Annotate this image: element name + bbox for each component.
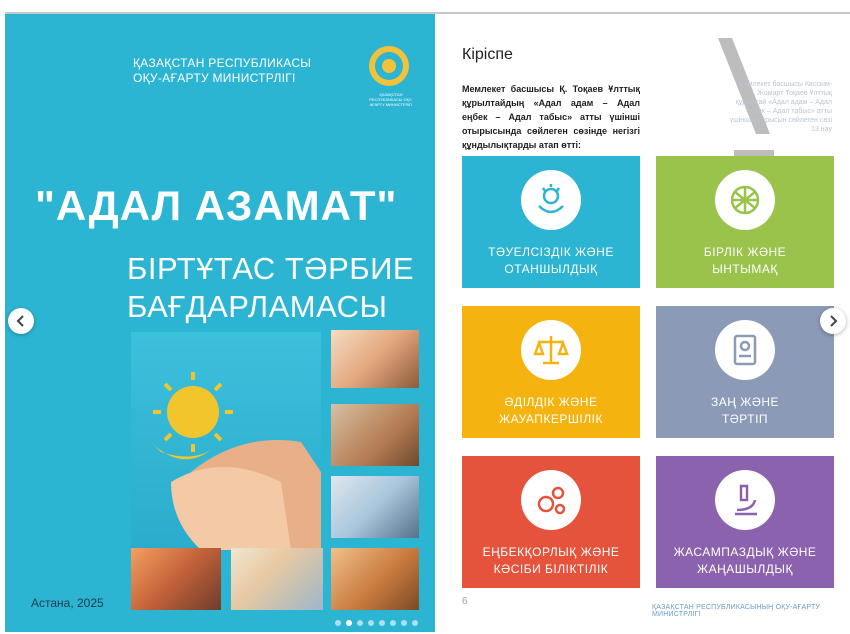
card-label bbox=[704, 244, 786, 278]
intro-text: Мемлекет басшысы Қ. Тоқаев Ұлттық құрылтайдың «Адал адам – Адал еңбек – Адал табыс» атты үшінші отырысында сөйлеген сөзінде негізгі құндылықтарды атап өтті: bbox=[462, 84, 640, 150]
card-line-2: ТӘРТІП bbox=[721, 412, 769, 426]
card-line-2: ЫНТЫМАҚ bbox=[712, 262, 778, 276]
card-line-2: КӘСІБИ БІЛІКТІЛІК bbox=[493, 562, 609, 576]
card-line-1: ТӘУЕЛСІЗДІК ЖӘНЕ bbox=[488, 245, 614, 259]
subtitle-line-2: БАҒДАРЛАМАСЫ bbox=[127, 289, 388, 324]
chevron-right-icon bbox=[826, 314, 840, 328]
carousel-next-button[interactable] bbox=[820, 308, 846, 334]
card-line-1: ЖАСАМПАЗДЫҚ ЖӘНЕ bbox=[673, 545, 817, 559]
ministry-line-2: ОҚУ-АҒАРТУ МИНИСТРЛІГІ bbox=[133, 71, 296, 85]
carousel-prev-button[interactable] bbox=[8, 308, 34, 334]
value-card-justice[interactable] bbox=[462, 306, 640, 438]
intro-heading: Кіріспе bbox=[462, 46, 513, 63]
cover-page bbox=[5, 14, 435, 632]
carousel-dot[interactable] bbox=[335, 620, 341, 626]
microscope-icon bbox=[715, 470, 775, 530]
photo-student-microscope bbox=[331, 476, 419, 538]
carousel-dot[interactable] bbox=[390, 620, 396, 626]
card-line-1: ЗАҢ ЖӘНЕ bbox=[710, 395, 780, 409]
hero-image-hands-flag bbox=[131, 332, 321, 550]
card-line-2: ЖАУАПКЕРШІЛІК bbox=[499, 412, 603, 426]
carousel-dot[interactable] bbox=[346, 620, 352, 626]
footer-text: ҚАЗАҚСТАН РЕСПУБЛИКАСЫНЫҢ ОҚУ-АҒАРТУ МИНИСТРЛІГІ bbox=[652, 604, 821, 618]
photo-justice-scales bbox=[331, 404, 419, 466]
ministry-line-1: ҚАЗАҚСТАН РЕСПУБЛИКАСЫ bbox=[133, 56, 312, 70]
card-line-2: ЖАҢАШЫЛДЫҚ bbox=[696, 562, 793, 576]
globe-pattern-icon bbox=[715, 170, 775, 230]
faded-text: Мемлекет басшысы Кассым-Жомарт Тоқаев Ұлттық құрылтай «Адал адам – Адал еңбек – Адал табыс» атты үшінші отырысын сөйлеген сөзі 13 нау bbox=[729, 81, 832, 133]
cover-title: "АДАЛ АЗАМАТ" bbox=[35, 182, 398, 229]
carousel-dot[interactable] bbox=[401, 620, 407, 626]
card-line-2: ОТАНШЫЛДЫҚ bbox=[504, 262, 598, 276]
photo-traditional-family bbox=[331, 548, 419, 610]
card-label bbox=[499, 394, 603, 428]
value-card-creativity[interactable] bbox=[656, 456, 834, 588]
value-card-unity[interactable] bbox=[656, 156, 834, 288]
card-label bbox=[488, 244, 614, 278]
place-year: Астана, 2025 bbox=[31, 596, 104, 610]
card-line-1: БІРЛІК ЖӘНЕ bbox=[703, 245, 787, 259]
chevron-left-icon bbox=[14, 314, 28, 328]
law-book-icon bbox=[715, 320, 775, 380]
state-emblem-icon bbox=[367, 44, 411, 88]
ministry-name bbox=[133, 56, 311, 86]
carousel-dot[interactable] bbox=[412, 620, 418, 626]
carousel-dots bbox=[335, 620, 418, 626]
card-label bbox=[711, 394, 779, 428]
sun-hands-icon bbox=[521, 170, 581, 230]
cover-subtitle bbox=[127, 250, 414, 326]
value-card-diligence[interactable] bbox=[462, 456, 640, 588]
value-card-law[interactable] bbox=[656, 306, 834, 438]
card-line-1: ӘДІЛДІК ЖӘНЕ bbox=[504, 395, 598, 409]
card-line-1: ЕҢБЕКҚОРЛЫҚ ЖӘНЕ bbox=[482, 545, 620, 559]
card-label bbox=[674, 544, 817, 578]
emblem-caption: ҚАЗАҚСТАН РЕСПУБЛИКАСЫ ОҚУ-АҒАРТУ МИНИСТРЛІГІ bbox=[369, 92, 413, 107]
photo-schoolchildren bbox=[231, 548, 323, 610]
scales-icon bbox=[521, 320, 581, 380]
gears-icon bbox=[521, 470, 581, 530]
hands-with-sun-illustration bbox=[131, 332, 321, 550]
carousel-dot[interactable] bbox=[379, 620, 385, 626]
intro-page bbox=[438, 14, 850, 632]
subtitle-line-1: БІРТҰТАС ТӘРБИЕ bbox=[127, 251, 415, 286]
value-card-independence[interactable] bbox=[462, 156, 640, 288]
carousel-dot[interactable] bbox=[357, 620, 363, 626]
page-number: 6 bbox=[462, 596, 468, 607]
photo-unity-hands bbox=[131, 548, 221, 610]
carousel-dot[interactable] bbox=[368, 620, 374, 626]
card-label bbox=[483, 544, 620, 578]
photo-family bbox=[331, 330, 419, 388]
